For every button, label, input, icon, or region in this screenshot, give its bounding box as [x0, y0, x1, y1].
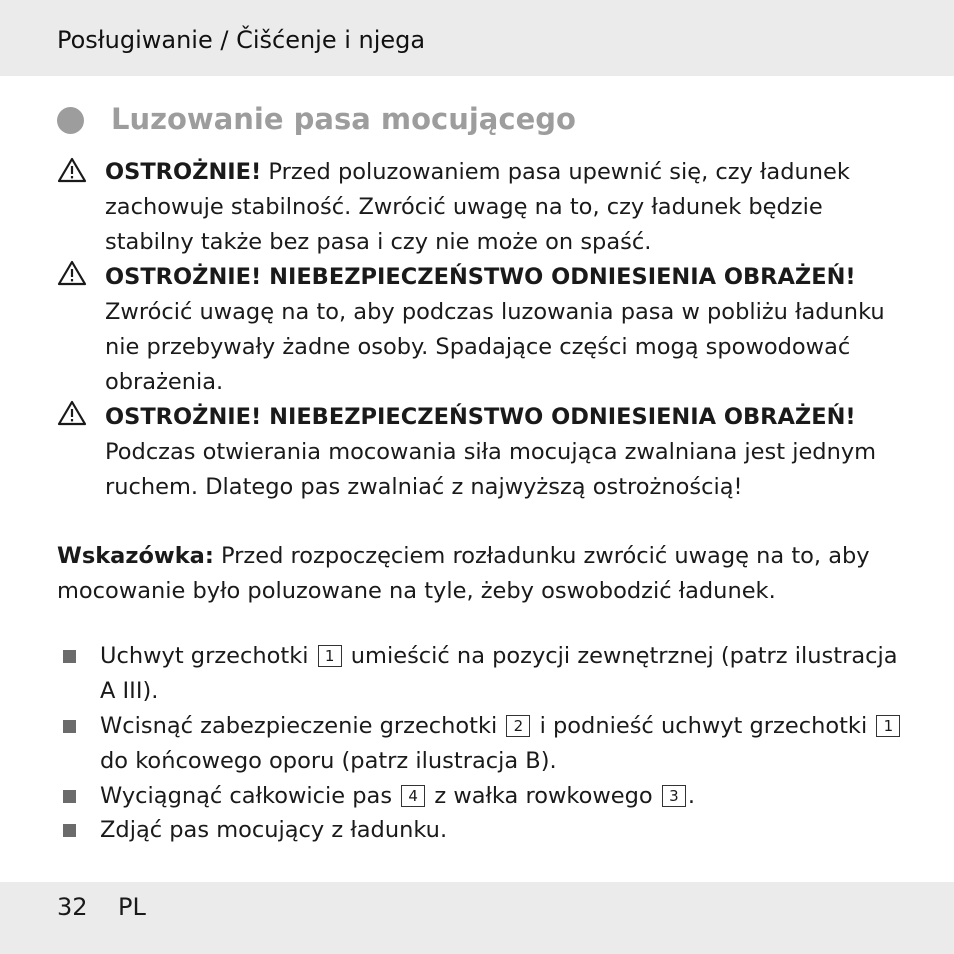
page-header-title: Posługiwanie / Čišćenje i njega [57, 26, 426, 54]
step-2 [100, 709, 905, 779]
step-3-text-b: z wałka rowkowego [427, 783, 660, 809]
hint-text: Przed rozpoczęciem rozładunku zwrócić uwagę na to, aby mocowanie było poluzowane na tyle, żeby oswobodzić ładunek. [57, 543, 870, 604]
step-1-text-b: umieścić na pozycji zewnętrznej (patrz ilustracja A III). [100, 643, 898, 704]
warning-triangle-icon [57, 400, 87, 426]
language-code: PL [118, 893, 146, 921]
hint-paragraph [57, 539, 907, 609]
warning-1-text: Przed poluzowaniem pasa upewnić się, czy ładunek zachowuje stabilność. Zwrócić uwagę na to, czy ładunek będzie stabilny także bez pasa i czy nie może on spaść. [105, 159, 850, 255]
step-3 [100, 779, 905, 814]
square-bullet-icon [63, 720, 76, 733]
warning-1-bold: OSTROŻNIE! [105, 159, 262, 185]
hint-bold: Wskazówka: [57, 543, 214, 569]
step-2-text-b: i podnieść uchwyt grzechotki [532, 713, 875, 739]
warning-1 [105, 155, 905, 260]
section-title: Luzowanie pasa mocującego [111, 102, 576, 136]
step-1-text-a: Uchwyt grzechotki [100, 643, 316, 669]
ref-box: 1 [876, 715, 900, 737]
step-3-text-a: Wyciągnąć całkowicie pas [100, 783, 400, 809]
section-bullet-icon [57, 107, 84, 134]
square-bullet-icon [63, 824, 76, 837]
step-2-text-a: Wcisnąć zabezpieczenie grzechotki [100, 713, 505, 739]
ref-box: 1 [318, 645, 342, 667]
square-bullet-icon [63, 790, 76, 803]
ref-box: 4 [401, 785, 425, 807]
warning-triangle-icon [57, 157, 87, 183]
warning-2 [105, 260, 905, 400]
warning-triangle-icon [57, 260, 87, 286]
page-number: 32 [57, 893, 88, 921]
step-4 [100, 813, 905, 848]
step-1 [100, 639, 905, 709]
step-4-text-a: Zdjąć pas mocujący z ładunku. [100, 817, 448, 843]
warning-3 [105, 400, 905, 505]
step-2-text-c: do końcowego oporu (patrz ilustracja B). [100, 748, 557, 774]
warning-2-text: Zwrócić uwagę na to, aby podczas luzowania pasa w pobliżu ładunku nie przebywały żadne osoby. Spadające części mogą spowodować obrażenia. [105, 299, 885, 395]
ref-box: 3 [662, 785, 686, 807]
square-bullet-icon [63, 650, 76, 663]
step-3-text-c: . [687, 783, 695, 809]
warning-3-text: Podczas otwierania mocowania siła mocująca zwalniana jest jednym ruchem. Dlatego pas zwalniać z najwyższą ostrożnością! [105, 439, 877, 500]
warning-3-bold: OSTROŻNIE! NIEBEZPIECZEŃSTWO ODNIESIENIA OBRAŻEŃ! [105, 404, 856, 430]
ref-box: 2 [506, 715, 530, 737]
warning-2-bold: OSTROŻNIE! NIEBEZPIECZEŃSTWO ODNIESIENIA OBRAŻEŃ! [105, 264, 856, 290]
